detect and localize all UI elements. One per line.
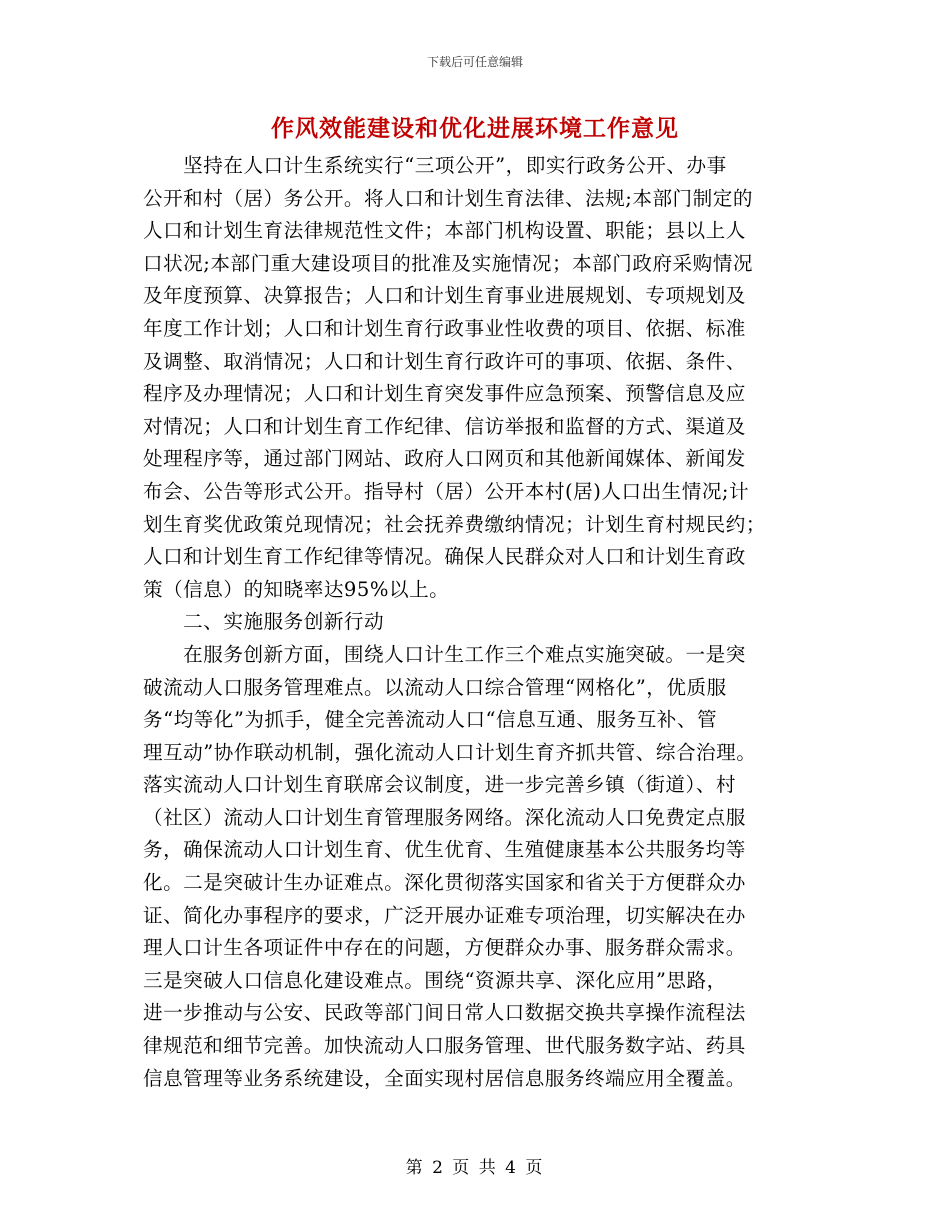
body-line: 律规范和细节完善。加快流动人口服务管理、世代服务数字站、药具: [143, 1034, 746, 1058]
body-line: 人口和计划生育法律规范性文件；本部门机构设置、职能；县以上人: [143, 219, 746, 243]
body-line: 务“均等化”为抓手，健全完善流动人口“信息互通、服务互补、管: [143, 708, 718, 732]
body-line: 信息管理等业务系统建设，全面实现村居信息服务终端应用全覆盖。: [143, 1066, 746, 1090]
body-line: 及年度预算、决算报告；人口和计划生育事业进展规划、专项规划及: [143, 284, 746, 308]
body-line: 二、实施服务创新行动: [143, 610, 385, 634]
body-line: 坚持在人口计生系统实行“三项公开”，即实行政务公开、办事: [143, 154, 727, 177]
body-line: 化。二是突破计生办证难点。深化贯彻落实国家和省关于方便群众办: [143, 871, 746, 895]
body-line: 策（信息）的知晓率达95%以上。: [143, 577, 450, 601]
body-line: 理人口计生各项证件中存在的问题，方便群众办事、服务群众需求。: [143, 936, 746, 960]
body-line: 务，确保流动人口计划生育、优生优育、生殖健康基本公共服务均等: [143, 838, 746, 862]
body-line: （社区）流动人口计划生育管理服务网络。深化流动人口免费定点服: [143, 805, 746, 829]
body-line: 及调整、取消情况；人口和计划生育行政许可的事项、依据、条件、: [143, 349, 746, 373]
document-title: 作风效能建设和优化进展环境工作意见: [271, 115, 679, 142]
body-line: 口状况;本部门重大建设项目的批准及实施情况；本部门政府采购情况: [143, 251, 753, 275]
body-line: 理互动”协作联动机制，强化流动人口计划生育齐抓共管、综合治理。: [143, 740, 757, 764]
body-line: 程序及办理情况；人口和计划生育突发事件应急预案、预警信息及应: [143, 382, 746, 406]
header-note: 下载后可任意编辑: [426, 55, 523, 69]
body-line: 落实流动人口计划生育联席会议制度，进一步完善乡镇（街道）、村: [143, 773, 737, 797]
body-line: 划生育奖优政策兑现情况；社会抚养费缴纳情况；计划生育村规民约；: [143, 512, 766, 536]
body-line: 布会、公告等形式公开。指导村（居）公开本村(居)人口出生情况;计: [143, 479, 750, 503]
body-line: 证、简化办事程序的要求，广泛开展办证难专项治理，切实解决在办: [143, 903, 746, 927]
document-body: [143, 150, 803, 1095]
body-line: 三是突破人口信息化建设难点。围绕“资源共享、深化应用”思路，: [143, 968, 727, 992]
body-line: 进一步推动与公安、民政等部门间日常人口数据交换共享操作流程法: [143, 1001, 746, 1025]
page-indicator: 第 2 页 共 4 页: [405, 1158, 545, 1178]
body-line: 处理程序等，通过部门网站、政府人口网页和其他新闻媒体、新闻发: [143, 447, 746, 471]
body-line: 破流动人口服务管理难点。以流动人口综合管理“网格化”，优质服: [143, 675, 727, 699]
body-line: 在服务创新方面，围绕人口计生工作三个难点实施突破。一是突: [143, 642, 746, 666]
body-line: 年度工作计划；人口和计划生育行政事业性收费的项目、依据、标准: [143, 316, 746, 340]
body-line: 公开和村（居）务公开。将人口和计划生育法律、法规;本部门制定的: [143, 186, 753, 210]
body-line: 人口和计划生育工作纪律等情况。确保人民群众对人口和计划生育政: [143, 545, 746, 569]
body-line: 对情况；人口和计划生育工作纪律、信访举报和监督的方式、渠道及: [143, 414, 746, 438]
